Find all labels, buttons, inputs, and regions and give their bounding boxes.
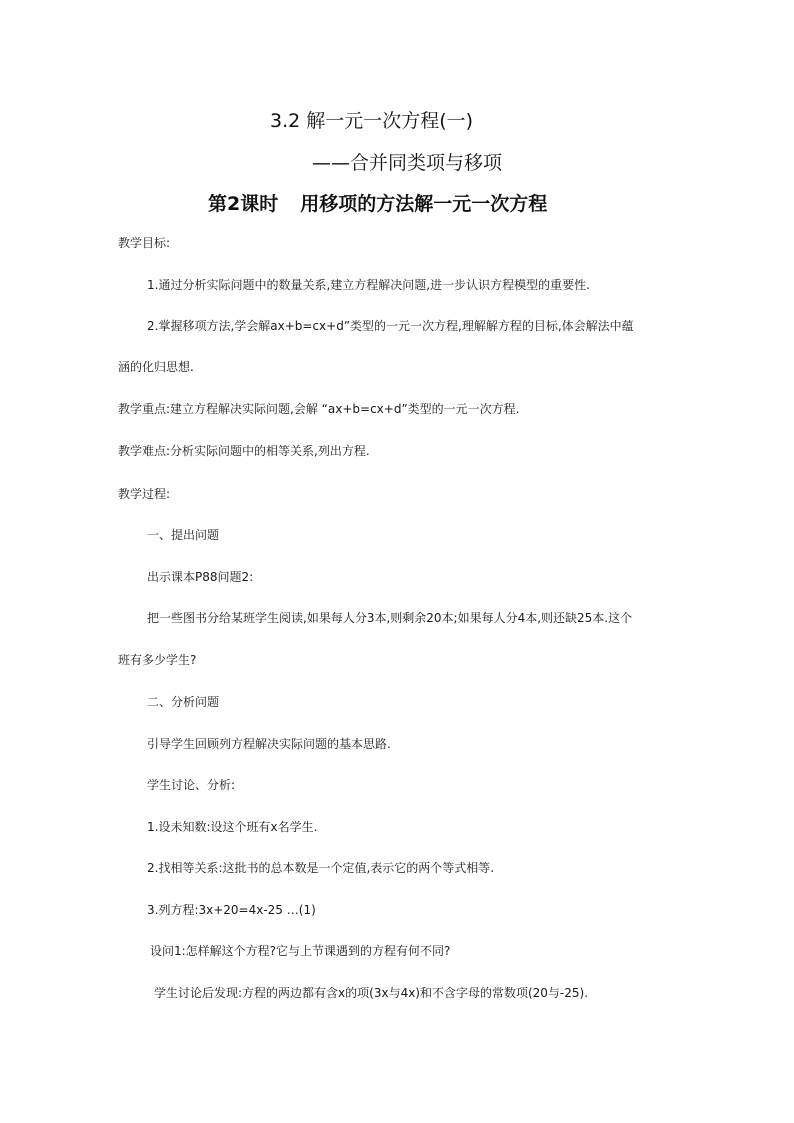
section-heading-objectives: 教学目标: — [118, 236, 171, 250]
lesson-title: 3.2 解一元一次方程(一) — [270, 110, 474, 132]
paragraph: 学生讨论、分析: — [147, 778, 236, 792]
key-point-text: 教学重点:建立方程解决实际问题,会解 “ax+b=cx+d”类型的一元一次方程. — [118, 402, 520, 416]
objective-item-continuation: 涵的化归思想. — [118, 360, 194, 374]
lesson-period-heading — [208, 189, 547, 216]
objective-item: 2.掌握移项方法,学会解ax+b=cx+d”类型的一元一次方程,理解解方程的目标,体会解法中蕴 — [147, 319, 634, 333]
problem-text: 把一些图书分给某班学生阅读,如果每人分3本,则剩余20本;如果每人分4本,则还缺25本.这个 — [147, 611, 633, 625]
step-heading: 二、分析问题 — [147, 695, 220, 709]
paragraph: 出示课本P88问题2: — [147, 570, 254, 584]
paragraph: 引导学生回顾列方程解决实际问题的基本思路. — [147, 737, 391, 751]
lesson-subtitle: ——合并同类项与移项 — [312, 152, 503, 174]
section-heading-process: 教学过程: — [118, 487, 171, 501]
question-text: 设问1:怎样解这个方程?它与上节课遇到的方程有何不同? — [150, 944, 451, 958]
problem-text-continuation: 班有多少学生? — [118, 653, 197, 667]
step-heading: 一、提出问题 — [147, 528, 220, 542]
period-label: 第2课时 — [208, 193, 279, 215]
difficulty-text: 教学难点:分析实际问题中的相等关系,列出方程. — [118, 444, 370, 458]
equation-line: 3.列方程:3x+20=4x-25 …(1) — [147, 903, 316, 917]
objective-item: 1.通过分析实际问题中的数量关系,建立方程解决问题,进一步认识方程模型的重要性. — [147, 278, 590, 292]
paragraph: 学生讨论后发现:方程的两边都有含x的项(3x与4x)和不含字母的常数项(20与-25). — [154, 986, 589, 1000]
list-item: 2.找相等关系:这批书的总本数是一个定值,表示它的两个等式相等. — [147, 861, 495, 875]
period-topic: 用移项的方法解一元一次方程 — [300, 193, 548, 215]
list-item: 1.设未知数:设这个班有x名学生. — [147, 820, 318, 834]
